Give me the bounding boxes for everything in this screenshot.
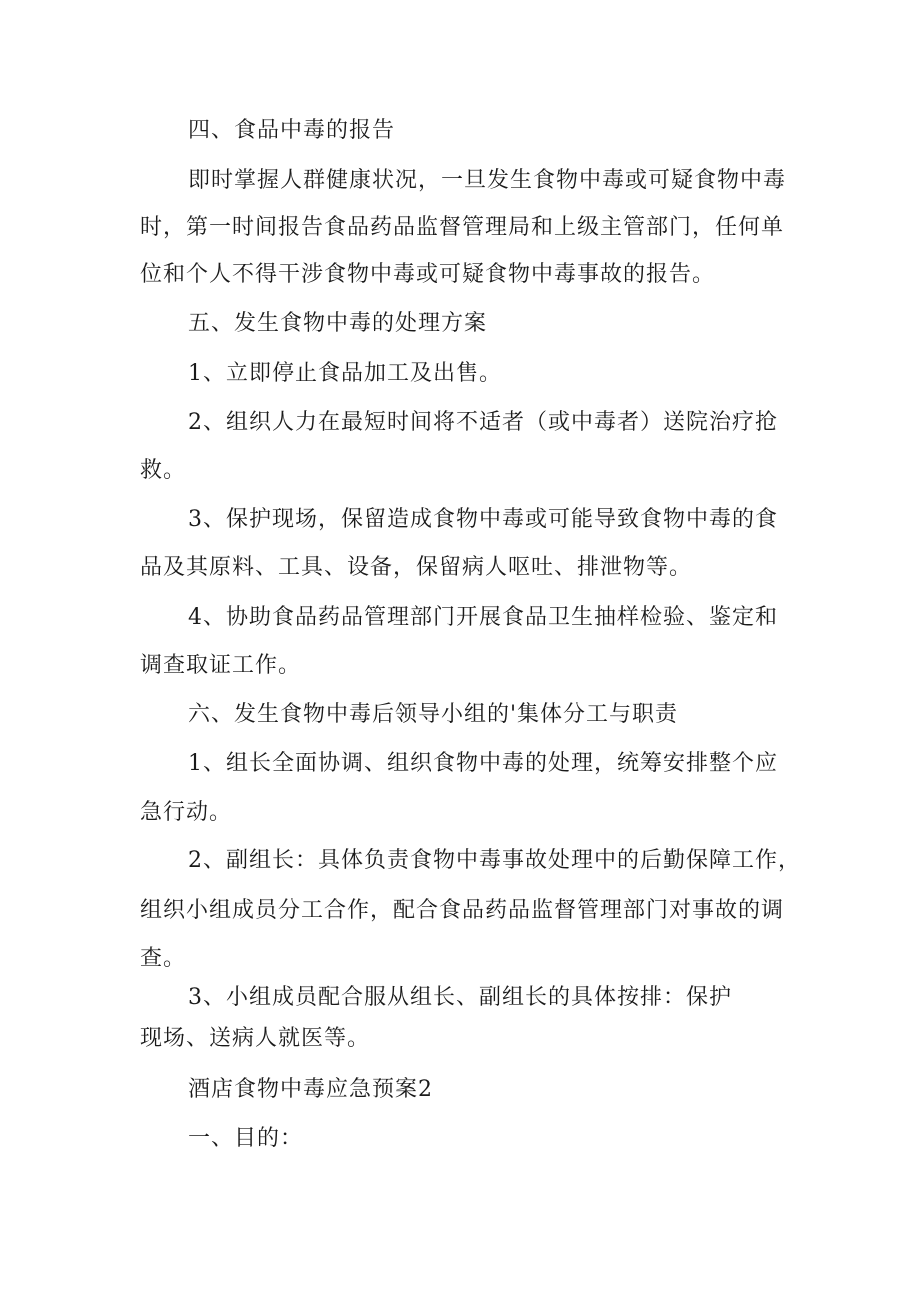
list-item-continuation: 救。 — [140, 458, 187, 483]
list-item-continuation: 品及其原料、工具、设备，保留病人呕吐、排泄物等。 — [140, 555, 693, 580]
list-item-continuation: 急行动。 — [140, 800, 233, 825]
list-item: 3、保护现场，保留造成食物中毒或可能导致食物中毒的食 — [188, 507, 778, 532]
paragraph-line: 时，第一时间报告食品药品监督管理局和上级主管部门，任何单 — [140, 215, 785, 240]
list-item: 3、小组成员配合服从组长、副组长的具体按排：保护 — [188, 985, 732, 1010]
list-item-continuation: 调查取证工作。 — [140, 653, 302, 678]
list-item-continuation: 查。 — [140, 946, 187, 971]
paragraph-line: 位和个人不得干涉食物中毒或可疑食物中毒事故的报告。 — [140, 262, 716, 287]
list-item: 2、组织人力在最短时间将不适者（或中毒者）送院治疗抢 — [188, 410, 778, 435]
section-heading-5: 五、发生食物中毒的处理方案 — [188, 311, 488, 336]
paragraph-line: 即时掌握人群健康状况，一旦发生食物中毒或可疑食物中毒 — [188, 168, 787, 193]
section-heading-4: 四、食品中毒的报告 — [188, 118, 396, 143]
list-item: 1、立即停止食品加工及出售。 — [188, 361, 502, 386]
list-item: 1、组长全面协调、组织食物中毒的处理，统筹安排整个应 — [188, 751, 778, 776]
document-title: 酒店食物中毒应急预案2 — [188, 1077, 433, 1102]
list-item: 2、副组长：具体负责食物中毒事故处理中的后勤保障工作， — [188, 848, 801, 873]
section-heading-1: 一、目的： — [188, 1126, 304, 1151]
list-item-continuation: 现场、送病人就医等。 — [140, 1026, 371, 1051]
list-item: 4、协助食品药品管理部门开展食品卫生抽样检验、鉴定和 — [188, 605, 778, 630]
section-heading-6: 六、发生食物中毒后领导小组的'集体分工与职责 — [188, 702, 679, 727]
list-item-continuation: 组织小组成员分工合作，配合食品药品监督管理部门对事故的调 — [140, 898, 785, 923]
